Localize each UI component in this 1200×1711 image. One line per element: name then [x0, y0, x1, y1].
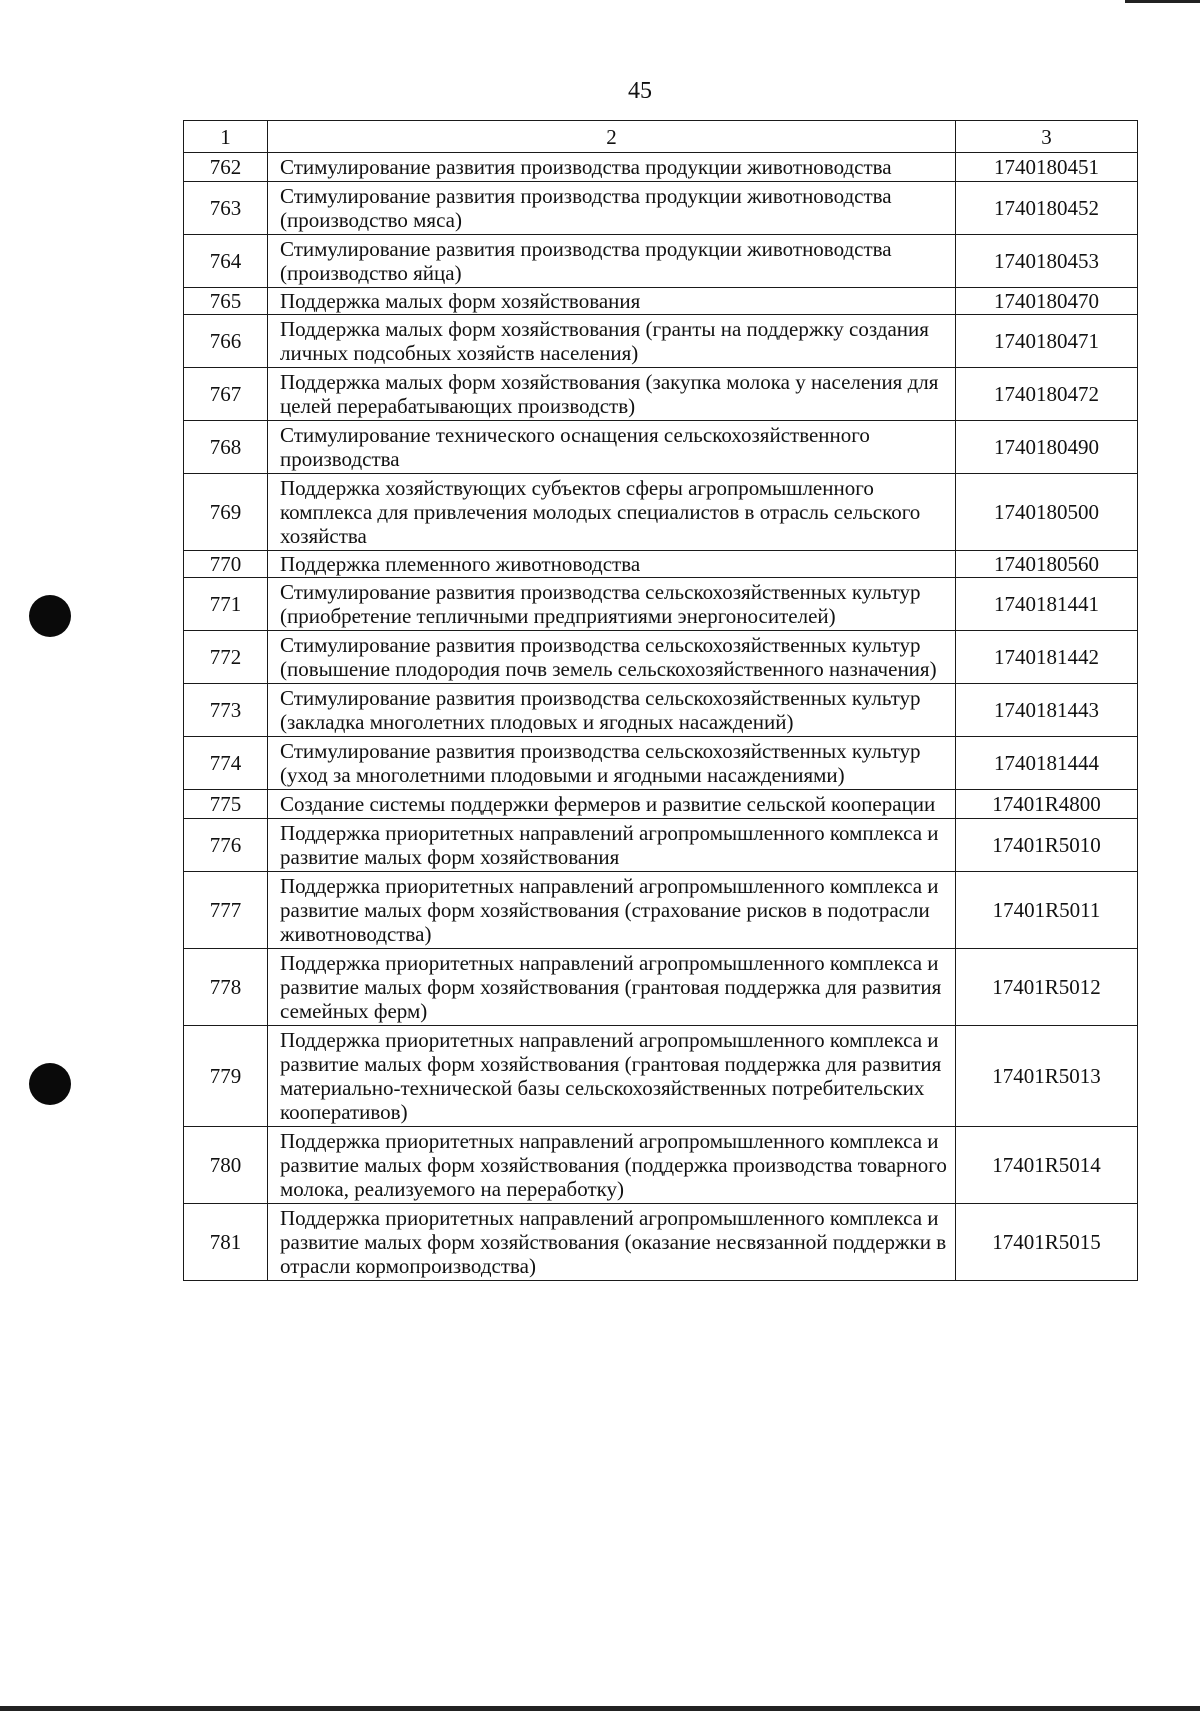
row-name: Стимулирование развития производства продукции животноводства (производство яйца) — [268, 235, 956, 288]
table-row — [184, 368, 1138, 421]
row-name: Поддержка приоритетных направлений агропромышленного комплекса и развитие малых форм хозяйствования (поддержка производства товарного молока, реализуемого на переработку) — [268, 1127, 956, 1204]
row-code: 1740180500 — [956, 474, 1138, 551]
table-row — [184, 474, 1138, 551]
row-number: 775 — [184, 790, 268, 819]
row-number: 778 — [184, 949, 268, 1026]
row-number: 766 — [184, 315, 268, 368]
row-number: 781 — [184, 1204, 268, 1281]
row-code: 17401R5015 — [956, 1204, 1138, 1281]
row-name: Поддержка хозяйствующих субъектов сферы агропромышленного комплекса для привлечения молодых специалистов в отрасль сельского хозяйства — [268, 474, 956, 551]
header-col-1: 1 — [184, 121, 268, 153]
row-code: 17401R5010 — [956, 819, 1138, 872]
table-row — [184, 182, 1138, 235]
row-code: 1740180453 — [956, 235, 1138, 288]
row-name: Поддержка малых форм хозяйствования (закупка молока у населения для целей перерабатывающих производств) — [268, 368, 956, 421]
table-header-row — [184, 121, 1138, 153]
row-number: 772 — [184, 631, 268, 684]
row-number: 768 — [184, 421, 268, 474]
page-number: 45 — [628, 78, 652, 104]
row-code: 17401R5013 — [956, 1026, 1138, 1127]
table-row — [184, 153, 1138, 182]
row-number: 777 — [184, 872, 268, 949]
scan-edge-bottom — [0, 1706, 1200, 1711]
header-col-2: 2 — [268, 121, 956, 153]
table-row — [184, 790, 1138, 819]
row-number: 771 — [184, 578, 268, 631]
row-code: 17401R4800 — [956, 790, 1138, 819]
row-name: Поддержка приоритетных направлений агропромышленного комплекса и развитие малых форм хозяйствования (оказание несвязанной поддержки в отрасли кормопроизводства) — [268, 1204, 956, 1281]
table-row — [184, 551, 1138, 578]
table-row — [184, 1026, 1138, 1127]
row-code: 1740181441 — [956, 578, 1138, 631]
row-number: 779 — [184, 1026, 268, 1127]
row-number: 770 — [184, 551, 268, 578]
table-row — [184, 1204, 1138, 1281]
row-code: 1740180490 — [956, 421, 1138, 474]
budget-codes-table — [183, 120, 1138, 1281]
row-number: 780 — [184, 1127, 268, 1204]
row-code: 1740180452 — [956, 182, 1138, 235]
row-name: Поддержка приоритетных направлений агропромышленного комплекса и развитие малых форм хозяйствования (грантовая поддержка для развития материально-технической базы сельскохозяйственных потребительских кооперативов) — [268, 1026, 956, 1127]
row-code: 1740180471 — [956, 315, 1138, 368]
row-name: Поддержка приоритетных направлений агропромышленного комплекса и развитие малых форм хозяйствования (грантовая поддержка для развития семейных ферм) — [268, 949, 956, 1026]
row-number: 774 — [184, 737, 268, 790]
row-name: Поддержка малых форм хозяйствования (гранты на поддержку создания личных подсобных хозяйств населения) — [268, 315, 956, 368]
table-row — [184, 1127, 1138, 1204]
row-code: 1740180560 — [956, 551, 1138, 578]
row-number: 764 — [184, 235, 268, 288]
punch-hole-bottom — [29, 1063, 71, 1105]
row-name: Создание системы поддержки фермеров и развитие сельской кооперации — [268, 790, 956, 819]
scan-edge-top-right — [1125, 0, 1200, 3]
row-name: Стимулирование развития производства сельскохозяйственных культур (приобретение тепличными предприятиями энергоносителей) — [268, 578, 956, 631]
table-body — [184, 121, 1138, 1281]
row-code: 1740181444 — [956, 737, 1138, 790]
row-code: 1740181442 — [956, 631, 1138, 684]
table-row — [184, 737, 1138, 790]
row-number: 769 — [184, 474, 268, 551]
row-name: Поддержка малых форм хозяйствования — [268, 288, 956, 315]
row-code: 17401R5014 — [956, 1127, 1138, 1204]
table-row — [184, 949, 1138, 1026]
row-number: 762 — [184, 153, 268, 182]
row-number: 767 — [184, 368, 268, 421]
table-row — [184, 684, 1138, 737]
punch-hole-top — [29, 595, 71, 637]
row-code: 1740180451 — [956, 153, 1138, 182]
table-row — [184, 819, 1138, 872]
row-name: Стимулирование технического оснащения сельскохозяйственного производства — [268, 421, 956, 474]
table-row — [184, 578, 1138, 631]
row-name: Стимулирование развития производства продукции животноводства (производство мяса) — [268, 182, 956, 235]
row-code: 1740180472 — [956, 368, 1138, 421]
row-code: 1740180470 — [956, 288, 1138, 315]
table-row — [184, 235, 1138, 288]
row-name: Поддержка племенного животноводства — [268, 551, 956, 578]
row-name: Поддержка приоритетных направлений агропромышленного комплекса и развитие малых форм хозяйствования (страхование рисков в подотрасли животноводства) — [268, 872, 956, 949]
header-col-3: 3 — [956, 121, 1138, 153]
row-number: 763 — [184, 182, 268, 235]
table-row — [184, 872, 1138, 949]
row-code: 17401R5012 — [956, 949, 1138, 1026]
row-name: Стимулирование развития производства продукции животноводства — [268, 153, 956, 182]
row-number: 765 — [184, 288, 268, 315]
row-name: Стимулирование развития производства сельскохозяйственных культур (повышение плодородия почв земель сельскохозяйственного назначения) — [268, 631, 956, 684]
table-row — [184, 421, 1138, 474]
row-name: Стимулирование развития производства сельскохозяйственных культур (закладка многолетних плодовых и ягодных насаждений) — [268, 684, 956, 737]
row-number: 773 — [184, 684, 268, 737]
row-code: 17401R5011 — [956, 872, 1138, 949]
row-name: Стимулирование развития производства сельскохозяйственных культур (уход за многолетними плодовыми и ягодными насаждениями) — [268, 737, 956, 790]
row-code: 1740181443 — [956, 684, 1138, 737]
table-row — [184, 315, 1138, 368]
table-row — [184, 288, 1138, 315]
row-name: Поддержка приоритетных направлений агропромышленного комплекса и развитие малых форм хозяйствования — [268, 819, 956, 872]
row-number: 776 — [184, 819, 268, 872]
table-row — [184, 631, 1138, 684]
